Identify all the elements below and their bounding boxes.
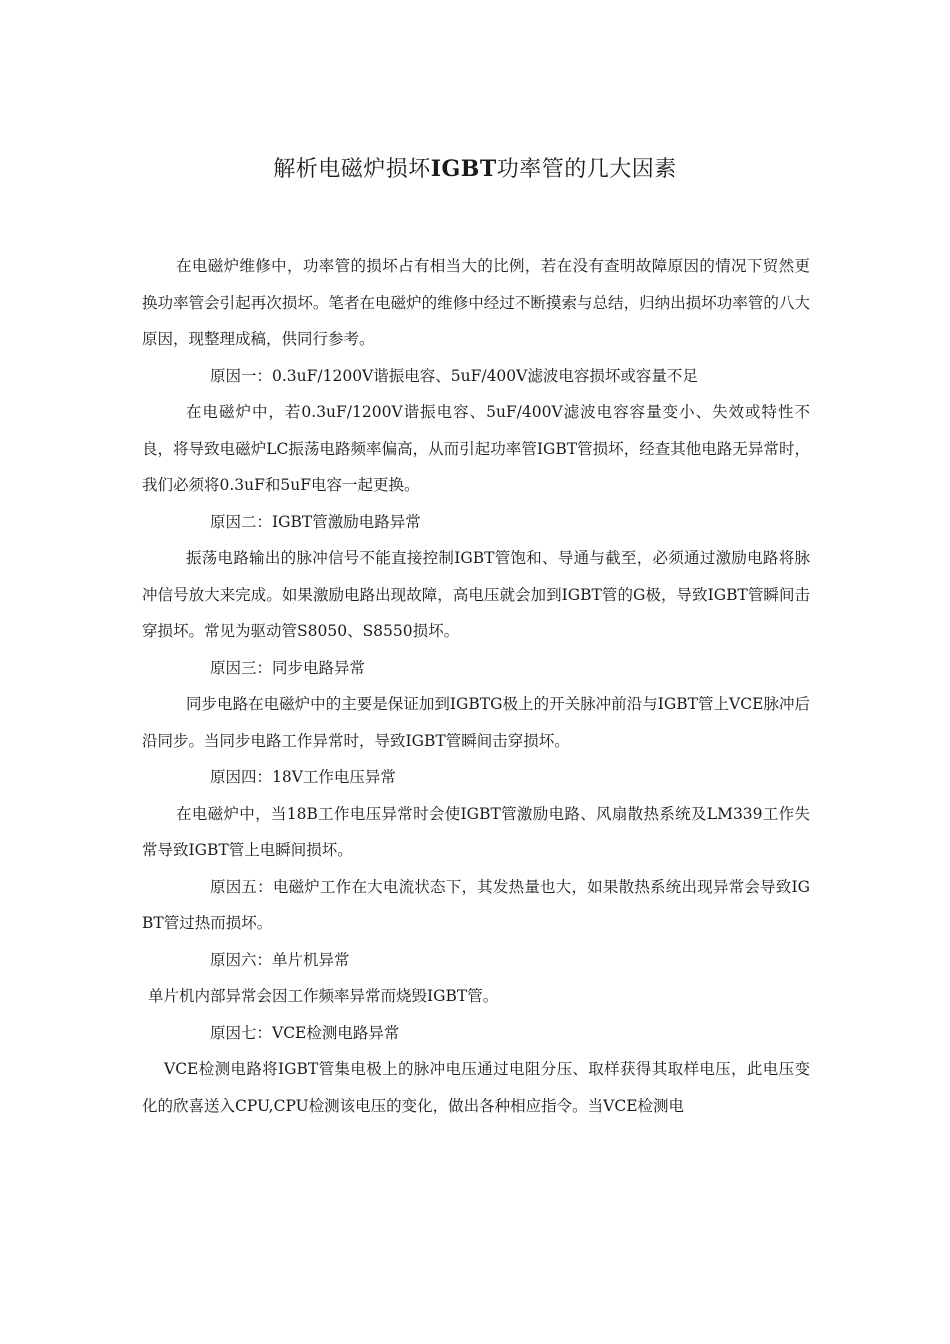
section-7-text: VCE检测电路将IGBT管集电极上的脉冲电压通过电阻分压、取样获得其取样电压，此电压变化的欣喜送入CPU,CPU检测该电压的变化，做出各种相应指令。当VCE检测电	[142, 1060, 810, 1115]
title-part-2: 功率管的几大因素	[496, 157, 677, 182]
section-3-text: 同步电路在电磁炉中的主要是保证加到IGBTG极上的开关脉冲前沿与IGBT管上VCE脉冲后沿同步。当同步电路工作异常时，导致IGBT管瞬间击穿损坏。	[142, 695, 810, 750]
intro-paragraph: 在电磁炉维修中，功率管的损坏占有相当大的比例，若在没有查明故障原因的情况下贸然更换功率管会引起再次损坏。笔者在电磁炉的维修中经过不断摸索与总结，归纳出损坏功率管的八大原因，现整理成稿，供同行参考。	[142, 257, 810, 348]
section-6-heading: 原因六：单片机异常	[210, 950, 350, 969]
document-title	[0, 152, 950, 183]
section-2-heading: 原因二：IGBT管激励电路异常	[210, 512, 421, 531]
section-4-heading: 原因四：18V工作电压异常	[210, 768, 396, 786]
document-body	[142, 248, 810, 1124]
title-part-bold: IGBT	[430, 156, 497, 182]
section-4-text: 在电磁炉中，当18B工作电压异常时会使IGBT管激励电路、风扇散热系统及LM339工作失常导致IGBT管上电瞬间损坏。	[142, 804, 810, 859]
section-3-heading: 原因三：同步电路异常	[210, 658, 366, 677]
section-6-text: 单片机内部异常会因工作频率异常而烧毁IGBT管。	[148, 987, 499, 1005]
section-2-text: 振荡电路输出的脉冲信号不能直接控制IGBT管饱和、导通与截至，必须通过激励电路将脉冲信号放大来完成。如果激励电路出现故障，高电压就会加到IGBT管的G极，导致IGBT管瞬间击穿损坏。常见为驱动管S8050、S8550损坏。	[142, 549, 810, 640]
section-7-heading: 原因七：VCE检测电路异常	[210, 1023, 400, 1042]
section-1-heading: 原因一：0.3uF/1200V谐振电容、5uF/400V滤波电容损坏或容量不足	[210, 366, 698, 385]
title-part-1: 解析电磁炉损坏	[273, 157, 431, 182]
section-5-heading: 原因五：电磁炉工作在大电流状态下，其发热量也大，如果散热系统出现异常会导致IGBT管过热而损坏。	[142, 877, 810, 932]
section-1-text: 在电磁炉中，若0.3uF/1200V谐振电容、5uF/400V滤波电容容量变小、失效或特性不良，将导致电磁炉LC振荡电路频率偏高，从而引起功率管IGBT管损坏，经查其他电路无异常时，我们必须将0.3uF和5uF电容一起更换。	[142, 403, 810, 494]
